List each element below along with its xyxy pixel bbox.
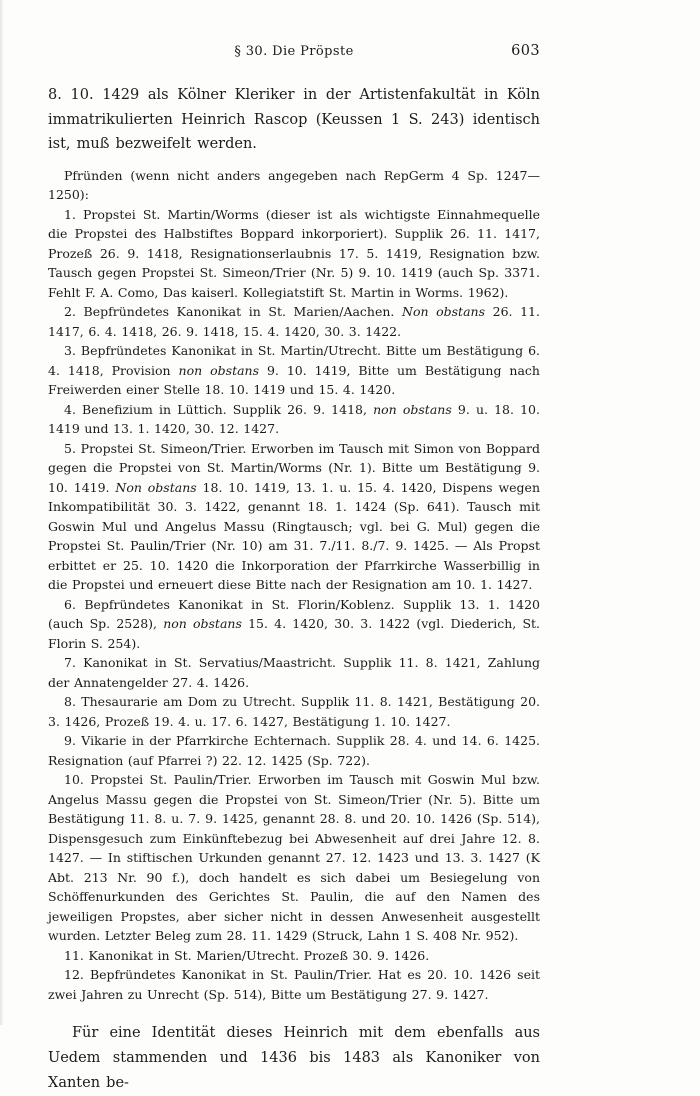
page-content xyxy=(48,44,540,1096)
pfrunden-entry: 7. Kanonikat in St. Servatius/Maastricht. Supplik 11. 8. 1421, Zahlung der Annatengelder 27. 4. 1426. xyxy=(48,655,540,690)
closing-paragraph: Für eine Identität dieses Heinrich mit dem ebenfalls aus Uedem stammenden und 1436 bis 1483 als Kanoniker von Xanten be- xyxy=(48,1025,540,1091)
pfrunden-intro: Pfründen (wenn nicht anders angegeben nach RepGerm 4 Sp. 1247—1250): xyxy=(48,167,540,202)
pfrunden-list xyxy=(48,205,540,1005)
page-number: 603 xyxy=(511,43,540,59)
pfrunden-entry: 9. Vikarie in der Pfarrkirche Echternach. Supplik 28. 4. und 14. 6. 1425. Resignation (auf Pfarrei ?) 22. 12. 1425 (Sp. 722). xyxy=(48,733,540,768)
pfrunden-entry: 12. Bepfründetes Kanonikat in St. Paulin/Trier. Hat es 20. 10. 1426 seit zwei Jahren zu Unrecht (Sp. 514), Bitte um Bestätigung 27. 9. 1427. xyxy=(48,967,540,1002)
pfrunden-section xyxy=(48,166,540,1005)
pfrunden-entry: 1. Propstei St. Martin/Worms (dieser ist als wichtigste Einnahmequelle die Propstei des Halbstiftes Boppard inkorporiert). Supplik 26. 11. 1417, Prozeß 26. 9. 1418, Resignationserlaubnis 17. 5. 1419, Resignation bzw. Tausch gegen Propstei St. Simeon/Trier (Nr. 5) 9. 10. 1419 (auch Sp. 3371. Fehlt F. A. Como, Das kaiserl. Kollegiatstift St. Martin in Worms. 1962). xyxy=(48,206,540,300)
pfrunden-entry: 11. Kanonikat in St. Marien/Utrecht. Prozeß 30. 9. 1426. xyxy=(64,947,430,963)
intro-paragraph: 8. 10. 1429 als Kölner Kleriker in der Artistenfakultät in Köln immatrikulierten Heinrich Rascop (Keussen 1 S. 243) identisch ist, muß bezweifelt werden. xyxy=(48,87,540,152)
pfrunden-entry: 2. Bepfründetes Kanonikat in St. Marien/Aachen. Non obstans 26. 11. 1417, 6. 4. 1418, 26. 9. 1418, 15. 4. 1420, 30. 3. 1422. xyxy=(48,304,540,339)
pfrunden-entry: 8. Thesaurarie am Dom zu Utrecht. Supplik 11. 8. 1421, Bestätigung 20. 3. 1426, Prozeß 19. 4. u. 17. 6. 1427, Bestätigung 1. 10. 1427. xyxy=(48,694,540,729)
pfrunden-entry: 4. Benefizium in Lüttich. Supplik 26. 9. 1418, non obstans 9. u. 18. 10. 1419 und 13. 1. 1420, 30. 12. 1427. xyxy=(48,401,540,436)
pfrunden-entry: 3. Bepfründetes Kanonikat in St. Martin/Utrecht. Bitte um Bestätigung 6. 4. 1418, Provision non obstans 9. 10. 1419, Bitte um Bestätigung nach Freiwerden einer Stelle 18. 10. 1419 und 15. 4. 1420. xyxy=(48,343,540,397)
scan-edge-shadow xyxy=(0,0,3,1025)
pfrunden-entry: 5. Propstei St. Simeon/Trier. Erworben im Tausch mit Simon von Boppard gegen die Propstei von St. Martin/Worms (Nr. 1). Bitte um Bestätigung 9. 10. 1419. Non obstans 18. 10. 1419, 13. 1. u. 15. 4. 1420, Dispens wegen Inkompatibilität 30. 3. 1422, genannt 18. 1. 1424 (Sp. 641). Tausch mit Goswin Mul und Angelus Massu (Ringtausch; vgl. bei G. Mul) gegen die Propstei St. Paulin/Trier (Nr. 10) am 31. 7./11. 8./7. 9. 1425. — Als Propst erbittet er 25. 10. 1420 die Inkorporation der Pfarrkirche Wasserbillig in die Propstei und erneuert diese Bitte nach der Resignation am 10. 1. 1427. xyxy=(48,440,540,592)
section-title: § 30. Die Pröpste xyxy=(234,44,354,59)
pfrunden-entry: 6. Bepfründetes Kanonikat in St. Florin/Koblenz. Supplik 13. 1. 1420 (auch Sp. 2528), non obstans 15. 4. 1420, 30. 3. 1422 (vgl. Diederich, St. Florin S. 254). xyxy=(48,596,541,651)
running-head xyxy=(48,44,540,62)
pfrunden-entry: 10. Propstei St. Paulin/Trier. Erworben im Tausch mit Goswin Mul bzw. Angelus Massu gegen die Propstei von St. Simeon/Trier (Nr. 5). Bitte um Bestätigung 11. 8. u. 7. 9. 1425, genannt 28. 8. und 20. 10. 1426 (Sp. 514), Dispensgesuch zum Einkünftebezug bei Abwesenheit auf drei Jahre 12. 8. 1427. — In stiftischen Urkunden genannt 27. 12. 1423 und 13. 3. 1427 (K Abt. 213 Nr. 90 f.), doch handelt es sich dabei um Besiegelung von Schöffenurkunden des Gerichtes St. Paulin, die auf den Namen des jeweiligen Propstes, aber sicher nicht in dessen Anwesenheit ausgestellt wurden. Letzter Beleg zum 28. 11. 1429 (Struck, Lahn 1 S. 408 Nr. 952). xyxy=(48,772,540,943)
